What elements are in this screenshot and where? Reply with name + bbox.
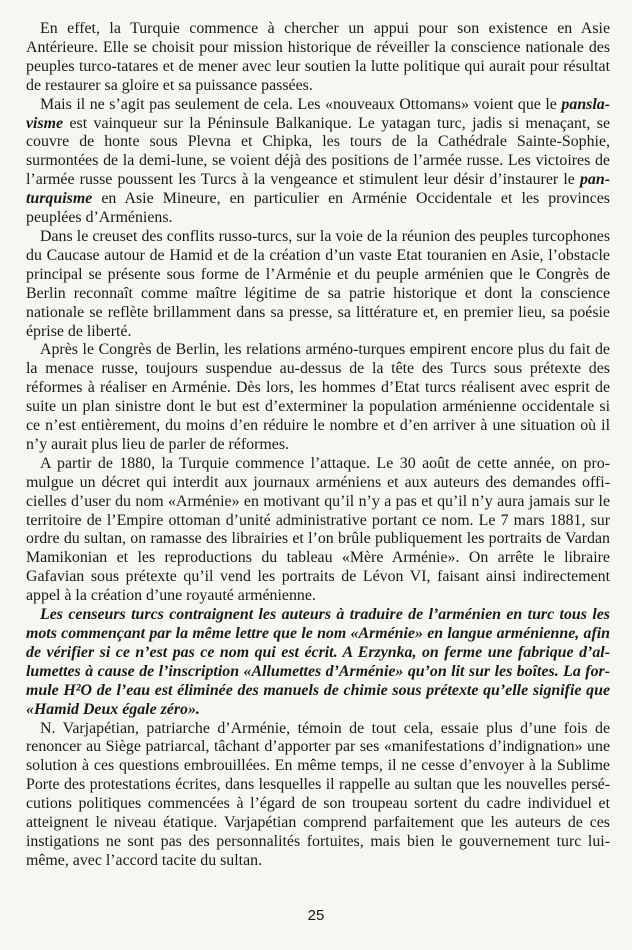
body-text (26, 20, 610, 871)
emphasized-text: pan-turquisme (26, 171, 610, 208)
paragraph (26, 455, 610, 606)
text-run: Après le Congrès de Berlin, les relations arméno-turques empirent encore plus du fait de la menace russe, toujours suspendue au-dessus de la tête des Turcs sous prétexte des réformes à réaliser en Arménie. Dès lors, les hommes d’Etat turcs réalisent avec esprit de suite un plan sinistre dont le but est d’exterminer la population arménienne occidentale si ce n’est entièrement, du moins d’en réduire le nombre et d’en arriver à une situation où il n’y aurait plus lieu de parler de réformes. (26, 341, 610, 453)
paragraph (26, 606, 610, 719)
text-run: Mais il ne s’agit pas seulement de cela. Les «nouveaux Ottomans» voient que le (40, 95, 562, 113)
text-run: N. Varjapétian, patriarche d’Arménie, témoin de tout cela, essaie plus d’une fois de renoncer au Siège patriarcal, tâchant d’apporter par ses «manifestations d’indignation» une solution à ces questions embrouillées. En même temps, il ne cesse d’envoyer à la Sublime Porte des protestations écrites, dans lesquelles il rappelle au sultan que les nouvelles persécutions politiques commencées à l’égard de son troupeau sortent du cadre individuel et atteignent le niveau étatique. Varjapétian comprend parfaitement que les auteurs de ces instigations ne sont pas des personnalités fortuites, mais bien le gouvernement turc lui-même, avec l’accord tacite du sultan. (26, 719, 610, 869)
page-number: 25 (307, 907, 325, 924)
text-run: En effet, la Turquie commence à chercher un appui pour son existence en Asie Antérieure. Elle se choisit pour mission historique de réveiller la conscience nationale des peuples turco-tatares et de mener avec leur soutien la lutte politique qui aurait pour résultat de restaurer sa gloire et sa puissance passées. (26, 20, 610, 94)
paragraph (26, 20, 610, 96)
paragraph (26, 228, 610, 341)
text-run: en Asie Mineure, en particulier en Arménie Occidentale et les provinces peuplées d’Arméniens. (26, 190, 610, 227)
text-run: est vainqueur sur la Péninsule Balkanique. Le yatagan turc, jadis si menaçant, se couvre de honte sous Plevna et Chipka, les tours de la Cathédrale Sainte-Sophie, surmontées de la demi-lune, se voient déjà des positions de l’armée russe. Les victoires de l’armée russe poussent les Turcs à la vengeance et stimulent leur désir d’instaurer le (26, 114, 610, 189)
paragraph (26, 720, 610, 871)
text-run: A partir de 1880, la Turquie commence l’attaque. Le 30 août de cette année, on promulgue un décret qui interdit aux journaux arméniens et aux auteurs des demandes officielles d’user du nom «Arménie» en motivant qu’il n’y a pas et qu’il n’y aura jamais sur le territoire de l’Empire ottoman d’unité administrative portant ce nom. Le 7 mars 1881, sur ordre du sultan, on ramasse des librairies et l’on brûle publiquement les portraits de Vardan Mamikonian et les reproductions du tableau «Mère Arménie». On arrête le libraire Gafavian sous prétexte qu’il vend les portraits de Lévon VI, faisant ainsi indirectement appel à la création d’une royauté arménienne. (26, 454, 610, 605)
paragraph (26, 341, 610, 454)
emphasized-text: Les censeurs turcs contraignent les auteurs à traduire de l’arménien en turc tous les mots commençant par la même lettre que le nom «Arménie» en langue arménienne, afin de vérifier si ce n’est pas ce nom qui est écrit. A Erzynka, on ferme une fabrique d’allumettes à cause de l’inscription «Allumettes d’Arménie» qu’on lit sur les boîtes. La formule H²O de l’eau est éliminée des manuels de chimie sous prétexte qu’elle signifie que «Hamid Deux égale zéro». (26, 606, 610, 718)
paragraph (26, 96, 610, 228)
emphasized-text: panslavisme (26, 95, 610, 132)
text-run: Dans le creuset des conflits russo-turcs, sur la voie de la réunion des peuples turcophones du Caucase autour de Hamid et de la création d’un vaste Etat touranien en Asie, l’obstacle principal se présente sous forme de l’Arménie et du peuple arménien que le Congrès de Berlin reconnaît comme maître légitime de sa patrie historique et dont la conscience nationale se reflète brillamment dans sa presse, sa littérature et, en premier lieu, sa poésie éprise de liberté. (26, 227, 610, 340)
